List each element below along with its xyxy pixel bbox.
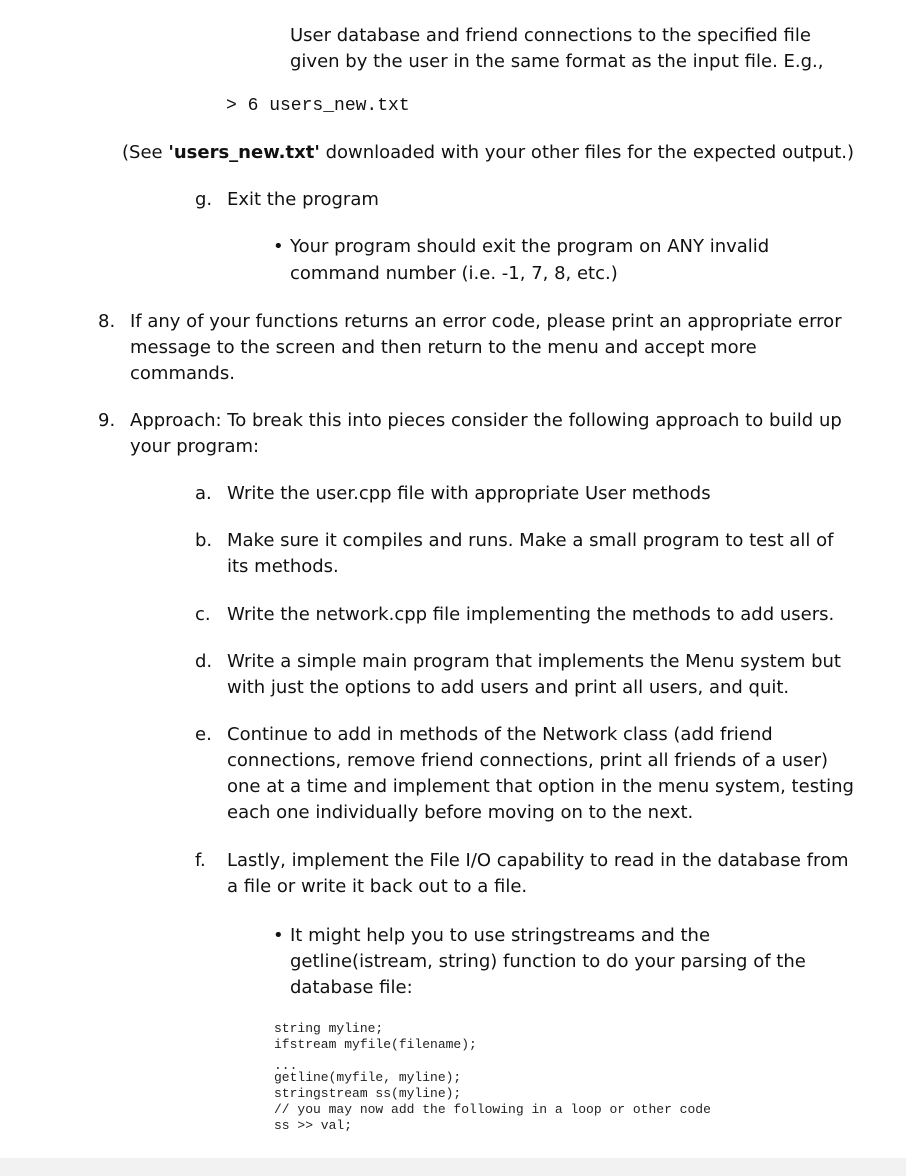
code-line: string myline;: [274, 1021, 384, 1036]
bullet-icon: •: [273, 236, 284, 257]
step-f-line-1: Lastly, implement the File I/O capability to read in the database from: [227, 850, 849, 871]
step-b-line-1: Make sure it compiles and runs. Make a small program to test all of: [227, 530, 834, 551]
code-line: ifstream myfile(filename);: [274, 1037, 477, 1052]
code-line: stringstream ss(myline);: [274, 1086, 462, 1101]
item-9-line-2: your program:: [130, 436, 260, 457]
step-f-bullet-line-3: database file:: [290, 977, 413, 998]
intro-line-2: given by the user in the same format as the input file. E.g.,: [290, 51, 824, 72]
item-8-line-3: commands.: [130, 363, 235, 384]
step-f-label: f.: [195, 850, 206, 871]
step-c-label: c.: [195, 604, 211, 625]
see-note-prefix: (See: [122, 142, 169, 163]
step-f-bullet-line-2: getline(istream, string) function to do your parsing of the: [290, 951, 806, 972]
step-e-line-4: each one individually before moving on to the next.: [227, 802, 694, 823]
item-9-label: 9.: [98, 410, 116, 431]
step-f-line-2: a file or write it back out to a file.: [227, 876, 528, 897]
step-d-line-1: Write a simple main program that implements the Menu system but: [227, 651, 841, 672]
item-g-bullet-line-2: command number (i.e. -1, 7, 8, etc.): [290, 263, 618, 284]
item-g-label: g.: [195, 189, 213, 210]
command-example: > 6 users_new.txt: [226, 96, 410, 116]
step-a-label: a.: [195, 483, 212, 504]
code-line: // you may now add the following in a loop or other code: [274, 1102, 711, 1117]
step-c-line-1: Write the network.cpp file implementing the methods to add users.: [227, 604, 835, 625]
step-e-label: e.: [195, 724, 212, 745]
step-f-bullet-line-1: It might help you to use stringstreams and the: [290, 925, 711, 946]
see-note: [122, 140, 854, 166]
step-b-line-2: its methods.: [227, 556, 339, 577]
item-8-line-1: If any of your functions returns an error code, please print an appropriate error: [130, 311, 842, 332]
intro-line-1: User database and friend connections to the specified file: [290, 25, 811, 46]
code-line: ss >> val;: [274, 1118, 353, 1133]
see-note-suffix: downloaded with your other files for the expected output.): [319, 142, 855, 163]
item-8-label: 8.: [98, 311, 116, 332]
code-line: getline(myfile, myline);: [274, 1070, 462, 1085]
item-8-line-2: message to the screen and then return to the menu and accept more: [130, 337, 757, 358]
step-e-line-1: Continue to add in methods of the Network class (add friend: [227, 724, 773, 745]
code-line: ...: [274, 1058, 298, 1073]
step-d-label: d.: [195, 651, 213, 672]
step-e-line-2: connections, remove friend connections, print all friends of a user): [227, 750, 829, 771]
see-note-filename: 'users_new.txt': [168, 142, 320, 163]
item-9-line-1: Approach: To break this into pieces consider the following approach to build up: [130, 410, 842, 431]
step-e-line-3: one at a time and implement that option in the menu system, testing: [227, 776, 854, 797]
step-d-line-2: with just the options to add users and print all users, and quit.: [227, 677, 790, 698]
step-b-label: b.: [195, 530, 213, 551]
bullet-icon: •: [273, 925, 284, 946]
item-g-bullet-line-1: Your program should exit the program on ANY invalid: [290, 236, 770, 257]
step-a-line-1: Write the user.cpp file with appropriate User methods: [227, 483, 711, 504]
page-bottom-edge: [0, 1158, 906, 1176]
item-g-text: Exit the program: [227, 189, 379, 210]
